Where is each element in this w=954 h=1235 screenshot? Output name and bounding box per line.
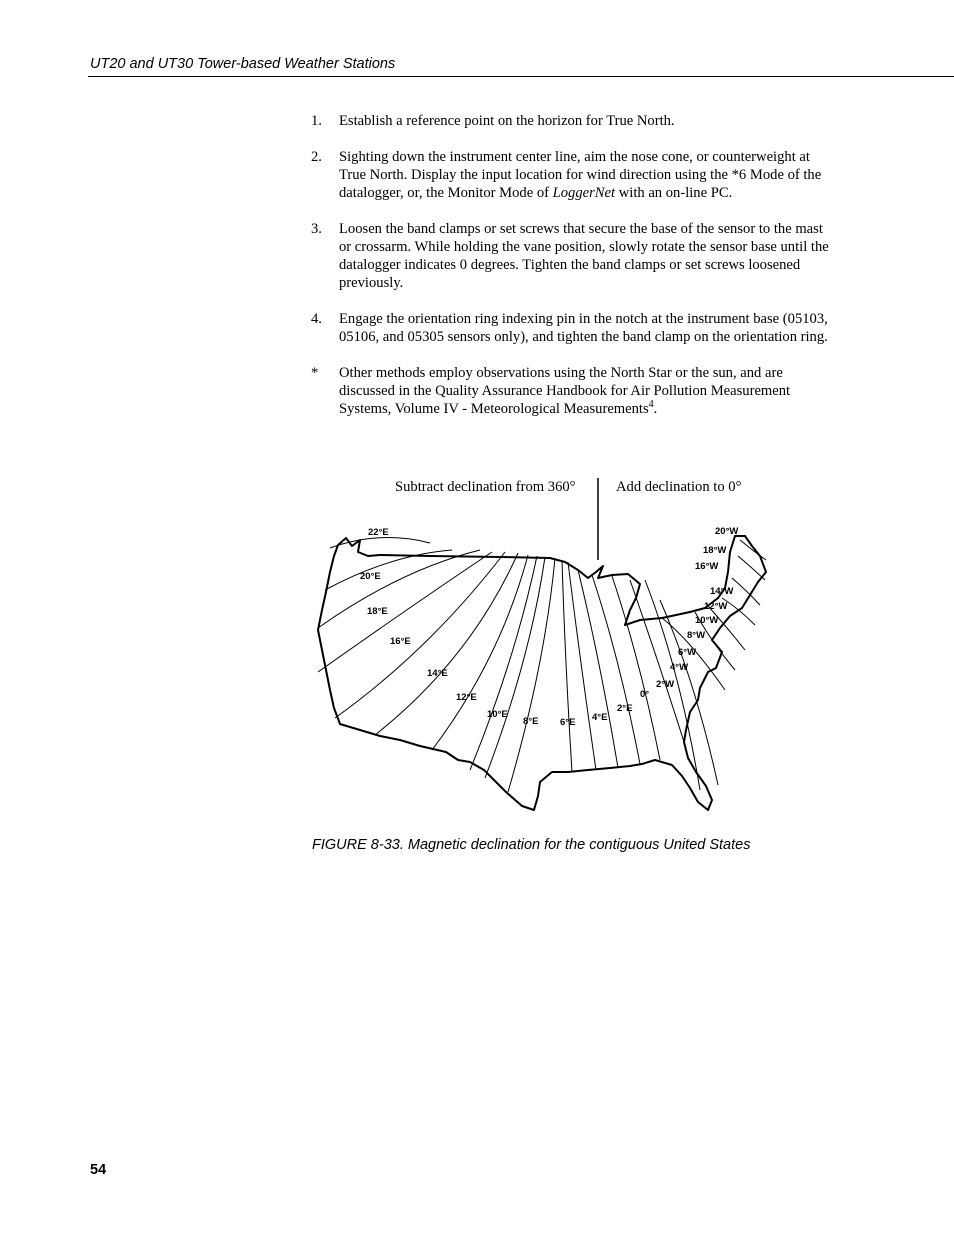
declination-label: 10°W: [695, 615, 719, 626]
declination-label: 2°E: [617, 703, 633, 714]
step-text: Sighting down the instrument center line, aim the nose cone, or counterweight at True North. Display the input location for wind direction using the *6 Mode of the datalogger, or, the Monitor Mode of LoggerNet with an on-line PC.: [339, 149, 822, 201]
declination-label: 18°E: [367, 606, 388, 617]
running-header: UT20 and UT30 Tower-based Weather Stations: [90, 56, 396, 72]
step-text: Other methods employ observations using the North Star or the sun, and are discussed in the Quality Assurance Handbook for Air Pollution Measurement Systems, Volume IV - Meteorological Measurements$^4$.: [339, 365, 791, 417]
step-number: 2.: [311, 149, 322, 165]
step-number: 4.: [311, 311, 322, 327]
step-text: Establish a reference point on the horizon for True North.: [339, 113, 675, 129]
software-name: LoggerNet: [552, 185, 616, 201]
declination-label: 12°E: [456, 692, 477, 703]
declination-label: 8°E: [523, 716, 539, 727]
figure-caption: FIGURE 8-33. Magnetic declination for the contiguous United States: [312, 837, 751, 853]
declination-label: 20°W: [715, 526, 739, 537]
declination-label: 2°W: [656, 679, 675, 690]
declination-label: 6°W: [678, 647, 697, 658]
declination-label: 6°E: [560, 717, 576, 728]
step-text: Engage the orientation ring indexing pin in the notch at the instrument base (05103, 05106, and 05305 sensors only), and tighten the band clamp on the orientation ring.: [339, 311, 828, 345]
declination-label: 12°W: [704, 601, 728, 612]
declination-label: 20°E: [360, 571, 381, 582]
step-text: Loosen the band clamps or set screws that secure the base of the sensor to the mast or crossarm. While holding the vane position, slowly rotate the sensor base until the datalogger indicates 0 degrees. Tighten the band clamps or set screws loosened previously.: [339, 221, 829, 291]
declination-label: 8°W: [687, 630, 706, 641]
isogonic-lines: [318, 538, 766, 792]
add-declination-label: Add declination to 0°: [616, 479, 742, 495]
page-number: 54: [90, 1162, 107, 1178]
declination-label: 4°E: [592, 712, 608, 723]
declination-label: 16°W: [695, 561, 719, 572]
declination-label: 10°E: [487, 709, 508, 720]
declination-label: 18°W: [703, 545, 727, 556]
note-marker: *: [311, 365, 319, 381]
declination-label: 22°E: [368, 527, 389, 538]
declination-label: 16°E: [390, 636, 411, 647]
step-number: 3.: [311, 221, 322, 237]
declination-label: 14°E: [427, 668, 448, 679]
subtract-declination-label: Subtract declination from 360°: [395, 479, 576, 495]
footnote-ref: 4: [648, 399, 654, 411]
declination-label: 4°W: [670, 662, 689, 673]
declination-label: 14°W: [710, 586, 734, 597]
step-number: 1.: [311, 113, 322, 129]
declination-zero-label: 0°: [640, 689, 650, 700]
